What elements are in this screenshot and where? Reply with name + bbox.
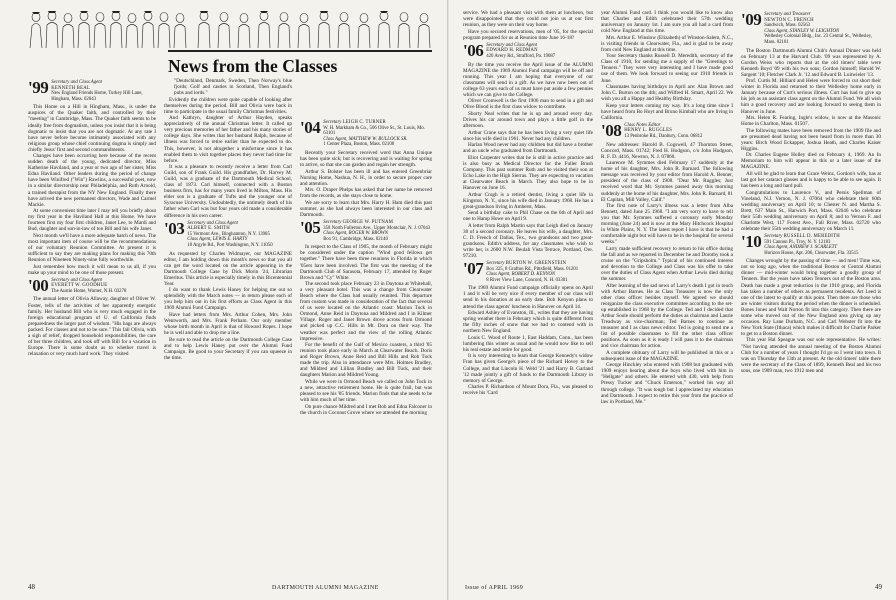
class-role: Secretary	[323, 120, 342, 125]
class-officer-name: NEWTON C. FRENCH	[764, 17, 814, 23]
class-agent-address: 8 River View Lane, Concord, N. H. 03301	[486, 277, 568, 283]
class-year: '00	[28, 275, 49, 295]
paragraph: Just remember how much it will mean to us all, if you make up your mind to be one of those present.	[28, 263, 156, 276]
class-role: Class Notes Editor	[624, 122, 661, 128]
class-agent: Class Agent, ROGER W. BROWN	[323, 231, 388, 237]
paragraph: Congratulations to Laurence V., and Persis Spellman of Vineland, N.J. Vernon, N. J. 07064 who celebrate their 60th wedding anniversary on April 10; to Chester N. and Martha S. Brett, 637 Main St., Harwich Port, Mass. 02646 who celebrate their 55th wedding anniversary on April 8; and to Vernon F. and Charlotte West, 117 Forest Ave., Fall River, Mass. 02720 who celebrate their 55th wedding anniversary on March 11.	[741, 189, 881, 232]
class-header-1910	[741, 231, 881, 256]
class-header-1899	[28, 80, 156, 102]
paragraph: As requested by Charles Widmayer, our MAGAZINE editor, I am holding down this month's news so that you all can get the word located on the article appearing in the Dartmouth College Case by Dick Morin '24, Librarian Emeritus. This article is especially timely in this Bicentennial Year.	[164, 250, 292, 287]
paragraph: Arthur S. Bolster has been ill and has entered Greenbriar Nursing Home, Nashua, N. H., in order to secure proper care and attention.	[300, 168, 432, 187]
class-officer-address: Box 325, 8 Grafton Rd., Pittsfield, Mass. 01201	[486, 266, 579, 272]
right-column-2	[601, 10, 733, 554]
masthead-illustration	[28, 8, 432, 48]
left-column-1	[28, 78, 156, 554]
paragraph: Mrs. O. Draper Phelps has asked that her name be removed from the records, as she stays close to home.	[300, 187, 432, 200]
paragraph: The second took place February 23 in Daytona at Whitehall, a very pleasant hotel. This was a change from Clearwater Beach where the Class had usually reunited. This departure from custom was made in consideration of the fact that several of us were located on the Atlantic coast: Marion Tuck in Ormond, Anne Reid in Daytona and Mildred and I in Kilmer Village. Roger and Janet Brown drove across from Ormond and picked up C.C. Hills in Mt. Dora on their way. The weather was perfect and the view of the rolling Atlantic impressive.	[300, 281, 432, 342]
class-year: '10	[741, 231, 762, 251]
class-agent-address: Horizon House, Apt. 206, Clearwater, Fla. 33515	[764, 250, 859, 256]
paragraph: Arthur Crane says that he has been living a very quiet life since his wife died in 1961. Never had any children.	[463, 129, 593, 142]
paragraph: Mrs. Helen R. Fearing, Ingle's widow, is now at the Masonic Home in Charlton, Mass. 01507.	[741, 115, 881, 128]
class-officer-address: New England Friends Home, Turkey Hill Lane, Hingham, Mass. 02043	[51, 91, 143, 102]
class-role: Secretary	[323, 219, 342, 225]
class-header-1904	[300, 120, 432, 148]
class-header-1908	[601, 120, 733, 140]
paragraph: The 1969 Alumni Fund campaign officially opens on April 1 and it will be very nice if every member of our class will send in his donation at an early date. Bob Kenyon plans to attend the class agents' luncheon in Hanover on April 14.	[463, 285, 593, 310]
right-column-1	[463, 10, 593, 554]
class-officer-name: GEORGE W. PUTNAM	[342, 219, 394, 225]
paragraph: Charles P. Richardson of Mount Dora, Fla., was pleased to receive his 'Card	[463, 384, 593, 397]
paragraph: Dr. Charles Eugene Holley died on February 4, 1969. An In Memoriam to him will appear in this or a later issue of the MAGAZINE.	[741, 152, 881, 171]
class-header-1907	[463, 261, 593, 283]
paragraph: For the benefit of the Gulf of Mexico coasters, a third '05 reunion took place early in March at Clearwater Beach. Doris and Roger Brown, Anne Reid and Bill Hills and Rob Tuck made the trip. Also in attendance were Mrs. Holmes Bradley, and Mildred and Lillian Bradley and Bill Tuck, and their daughters Marion and Mildred Young.	[300, 342, 432, 379]
class-year: '07	[463, 259, 484, 279]
paragraph: Recently your Secretary received word that Anna Unique has been quite sick; but is recovering and is waiting for spring to arrive, so that she can garden and regain her strength.	[300, 149, 432, 169]
left-column-3	[300, 118, 432, 554]
class-role: Secretary and Class Agent	[486, 42, 537, 48]
paragraph: Keep your letters coming my way. It's a long time since I have heard from Bo Hoyt and Bruno Kimball who are living in California.	[601, 102, 733, 121]
class-role: Secretary	[486, 261, 505, 267]
paragraph: The following mates have been removed from the 1909 file and are presumed dead having not been heard from in more than 30 years: Birch Wood Eckapper, Joshua Heath, and Charles Kaiser Higgins.	[741, 127, 881, 152]
page-number-left: 48	[28, 583, 35, 591]
paragraph: This Home on a Hill in Hingham, Mass., is under the auspices of the Quaker faith, and controlled by their "meeting" in Cambridge, Mass. The Quaker faith seems to be ideally free from dogmatism, unless you insist that it is being dogmatic to insist that you are not dogmatic. At any rate I have never before become intimately associated with any religious group whose chief continuing dogma is simply and chiefly Jesus' first and second commandments.	[28, 104, 156, 153]
class-header-1906	[463, 40, 593, 60]
paragraph: Larry made sufficient recovery to return to his office during the fall and as we reported in December he and Dorothy took a cruise on the "Gripsholm." Typical of his continued interest and devotion to the College and Class was his offer to take over the duties of Class Agent when Arthur Lewis died during the summer.	[601, 245, 733, 283]
class-officer-address: The Austin Home, Warner, N.H. 03278	[51, 288, 127, 294]
class-year: '05	[300, 217, 321, 237]
paragraph: Classmates having birthdays in April are: Alan Brown and John C. Burton on the 4th; and Wilfred H. Smart, April 22. We wish you all a Happy and Healthy Birthday.	[601, 84, 733, 103]
paragraph: Louis C. Wood of Route 1, East Haddam, Conn., has been lumbering this winter as usual and he would now like to sell his real estate and retire for good.	[463, 334, 593, 353]
class-officer-name: KENNETH BEAL	[51, 85, 91, 91]
paragraph: Be sure to read the article on the Dartmouth College Case and to help Lewis Haney put over the Alumni Fund Campaign. Be good to your Secretary if you can squeeze in the time.	[164, 336, 292, 361]
paragraph: Laurence M. Symmes died February 17 suddenly at the home of his daughter, Mrs. John R. Barnard. The following message was received by your editor from Harold A. Benner, president of the class of 1908. "Dear Mr. Ruggles; Just received word that Mr. Symmes passed away this morning suddenly at the home of his daughter, Mrs. John R. Barnard, 81 El Capitan, Mill Valley, Calif."	[601, 160, 733, 203]
paragraph: year Alumni Fund card. I think you would like to know also that Charles and Edith celebrated their 57th wedding anniversary on January 1st. I am sure you all had a card from cold New England at this time.	[601, 10, 733, 35]
paragraph: The annual letter of Olivia Allaway, daughter of Oliver W. Foster, tells of the activities of her apparently energetic family. Her husband Bill who is very much engaged in the foreign educational program of U. of California finds preparedness the larger part of wisdom. "His bags are always packed. For classes and not to be sure." This fall Olivia, with a sigh of relief, dropped household responsibilities, the care of her three children, and took off with Bill for a vacation in Europe. There is some doubt as to whether travel is relaxation or very much hard work. They visited	[28, 296, 156, 357]
class-agent: Class Agent, ANDREW J. SCARLETT	[764, 245, 838, 251]
page-title: News from the Classes	[168, 56, 338, 76]
paragraph: On pure chance Mildred and I met Bob and Edna Falconer in the church in Coconut Grove where we attended the morning	[300, 403, 432, 416]
page-number-right: 49	[875, 583, 882, 591]
paragraph: Shorty Neal writes that he is up and around every day. Drives his car around town and plays a little golf in the afternoon.	[463, 110, 593, 129]
paragraph: Your Secretary thanks Russell D. Meredith, secretary of the Class of 1910, for sending me a supply of the "Greetings to Tenners." They were very interesting and I have made good use of them. We look forward to seeing our 1910 friends in June.	[601, 53, 733, 84]
footer-issue: Issue of APRIL 1969	[465, 585, 524, 591]
class-officer-address: 591 Cannon Pl., Troy, N. Y. 12183	[764, 239, 831, 245]
class-officer-address: Sandwich, Mass. 02563	[764, 23, 811, 29]
left-column-2	[164, 78, 292, 554]
paragraph: Changes have been occurring here because of the recent sudden death of the young, dedicated director, Miss Katherine Haviland, and a year or two ago of her sister, Miss Edna Haviland. Other leaders during the period of change have been Winifred ("Win") Rawlins, a successful poet, now in a similar directorship near Philadelphia, and Ruth Arnold, a trained therapist from the NY New England. Finally there have arrived the new permanent directors, Wade and Carmel Mackie.	[28, 153, 156, 208]
paragraph: Send a birthday cake to Phil Chase on the 6th of April and one to Hamp Howe on April 9.	[463, 210, 593, 223]
class-year: '06	[463, 40, 484, 60]
paragraph: Changes wrought by the passing of time — and men! Time was, not so long ago, when the traditional Boston or Central Alumni dinner — mid-winter would bring together a goodly group of Tenners. But the years have taken Tenners out of the Boston area. Death has made a great reduction in the 1910 group, and Florida has taken a number of others as permanent residents. Art Leed is one of the latest to qualify at this point. Then there are those who are winter visitors during the period when the dinner is scheduled. Bones Jones and Walt Norton fit into this category. Then there are some who moved out of the New England area giving up any occasion. Ray Lane Durham, N.C. and Carl Webster fit into the New York State (Ithaca) which makes it difficult for Charlie Parker to get to a Boston dinner.	[741, 258, 881, 337]
class-officer-name: ALBERT E. SMITH	[187, 226, 230, 232]
verse: "Deutschland, Denmark, Sweden, Then Norway's blue fjords; Golf and castles in Scotland, Then England's pubs and lords."	[174, 78, 292, 97]
class-officer-name: BURTON W. GREENSTEIN	[505, 261, 567, 267]
paragraph: Oliver Cromwell is the first 1906 man to send in a gift and Olive Blood is the first class widow to contribute.	[463, 98, 593, 111]
right-column-3	[741, 10, 881, 554]
class-agent-address: 18 Argyle Rd., Port Washington, N.Y. 11050	[187, 242, 273, 248]
paragraph: This year Hal Speague was our sole representative. He writes: "Not having attended the annual meeting of the Boston Alumni Club for a number of years I thought I'd go so I went into town. It was on Thursday the 13th at present. At the old timers' table there were the secretary of the Class of 1899, Kenneth Beal and his two sons, one 1909 man, two 1912 men and	[741, 337, 881, 374]
paragraph: After learning of the sad news of Larry's death I got in touch with Arthur Barnes. He as Class Treasurer is now the only other class officer besides myself. We agreed we should reorganize the class executive committee according to the set-up established in 1968 by the College. Ted and I decided that Arthur Soule should perform the duties as chairman and Laurie Treadway as vice-chairman; Ted Barnes to continue as treasurer and I as class news editor. Ted is going to send me a list of possible classmates to fill the other class officer positions. As soon as it is ready I will pass it to the chairman and vice chairman for action.	[601, 282, 733, 350]
paragraph: It is very interesting to learn that George Kennedy's widow Fran has given George's piece of the Richard Hovey to the College, and that Lincoln H. Weld '21 and Harry B. Garland '12 made jointly a gift of funds to the Dartmouth Library in memory of George.	[463, 353, 593, 384]
class-year: '03	[164, 218, 185, 238]
class-officer-name: RUSSELL D. MEREDITH	[783, 233, 840, 239]
paragraph: In respect to the Class of 1905, the month of February might be considered under the caption "Wind good fellows get together." There have been three reunions in Florida in which '05ers have been involved. The first was the meeting of the Dartmouth Club of Sarasota, February 17, attended by Roger Brown and "Cy" White.	[300, 244, 432, 281]
class-agent-address: 1 Center Plaza, Boston, Mass. 02108	[323, 142, 395, 148]
class-year: '09	[741, 10, 762, 29]
paragraph: The first note of Larry's illness was a letter from Alba Bennett, dated June 25 1968. "I am very sorry to have to tell you that Mr. Symmes suffered a coronary early Monday morning (June 24) and is now at the Mary Hitchcock Hospital in White Plains, N. Y. The latest report I have is that he had a comfortable night but will have to be in the hospital for several weeks."	[601, 203, 733, 246]
class-officer-name: EVERETT W. GOODHUE	[51, 283, 108, 289]
class-role: Secretary	[764, 233, 783, 239]
class-year: '04	[300, 118, 321, 137]
class-year: '08	[601, 120, 622, 140]
paragraph: While we were in Ormond Beach we called on John Tuck in a new, attractive retirement home. He is quite frail, but was pleased to see his '05 friends. Marion finds that she needs to be with him much of her time.	[300, 378, 432, 404]
paragraph: Eliot Carpenter writes that he is still in active practice and is also busy as Medical Director for the Fuller Brush Company. This past summer Ruth and he visited their son at Echo Lake in the High Sierras. They are expecting to vacation at Clearwater Beach in March. They also hope to be in Hanover on June 16.	[463, 154, 593, 191]
class-header-1903	[164, 218, 292, 249]
class-agent: Class Agent, LEWIS E. HARTY	[187, 237, 248, 243]
paragraph: By the time you receive the April issue of the ALUMNI MAGAZINE the 1969 Alumni Fund campaign will be off and running. This year I am hoping that everyone of our classmates will send in a gift. As we have now been out of college 63 years each of us must have put aside a few pennies which we can give to the College.	[463, 61, 593, 98]
paragraph: And Kathryn, daughter of Arthur Hayden, speaks appreciatively of the annual Christmas letter. It called up very precious memories of her father and his many stories of college days. She writes that her husband Ralph, because of illness was forced to retire earlier than he expected to do. This, however, is not altogether a misfortune since it has enabled them to visit together places they never had time for before.	[164, 115, 292, 164]
paragraph: I do want to thank Lewis Haney for helping me out so splendidly with the March notes — in return please each of you help him out in his first efforts as Class Agent in this 1969 Alumni Fund Campaign.	[164, 287, 292, 312]
paragraph: Arthur Crugh is a retired dentist, living a quiet life in Kingston, N. Y., since his wife died in January 1968. He has a great-grandson living in Amherst, Mass.	[463, 191, 593, 210]
class-role: Secretary and Class Agent	[51, 80, 102, 85]
paragraph: Evidently the children were quite capable of looking after themselves during the period. Bill and Olivia were back in time to participate in the usual family Christmas festivities.	[164, 96, 292, 115]
right-page	[448, 0, 896, 600]
paragraph: The Boston Dartmouth Alumni Club's Annual Dinner was held on February 13 at the Harvard Club. '09 was represented by A. Gordon Weiss who reports that at the old timers' table were Kenneth Boyd '09 with his two sons; Gordon himself; Harold W. Sargent '10; Fletcher Clark Jr. '12 and Edward B. Luitwieler '13.	[741, 47, 881, 78]
paragraph: We are sorry to learn that Mrs. Harry H. Ham died this past summer, as she had always been interested in our class and Dartmouth.	[300, 199, 432, 218]
paragraph: Prof. Curtis M. Hilliard and Helen were forced to cut short their winter in Florida and returned to their Wellesley home early in January because of Curt's serious illness. Curt has had to give up his job as an assistant class agent on the Alumni Fund. We all wish him a good recovery and are looking forward to seeing them in Hanover in June.	[741, 78, 881, 115]
class-role: Secretary and Treasurer	[764, 12, 811, 17]
class-officer-name: LEIGH C. TURNER	[342, 120, 386, 125]
class-agent: Class Agent, ROBERT D. KENYON	[486, 272, 556, 278]
class-header-1909	[741, 12, 881, 46]
class-officer-address: 358 North Fullerton Ave., Upper Montclair, N. J. 07043	[323, 225, 431, 231]
title-rule	[168, 50, 432, 52]
paragraph: A letter from Ralph Martin says that Leigh died on January 30 of a second coronary. He leaves his wife, a daughter, Mrs. C. D. French of Dallas, Tex., two grandsons and two great-grandsons. Edith's address, for any classmates who wish to write her, is 2600 N.W. Beulah Vista Terrace, Portland, Ore. 97210.	[463, 222, 593, 259]
class-agent-address: Wellesley Colonial Bldg., Inc. 23 Central St., Wellesley, Mass. 02181	[764, 34, 872, 45]
paragraph: Edward Ashley of Evanston, Ill., writes that they are having spring weather there in February which is quite different from the fifty inches of snow that we had to contend with in northern New England.	[463, 310, 593, 335]
paragraph: Harlan Wood never had any children but did have a brother and an uncle who graduated from Dartmouth.	[463, 142, 593, 155]
class-header-1905	[300, 217, 432, 242]
class-officer-address: W. H. Markham & Co., 506 Olive St., St. Louis, Mo. 63101	[323, 125, 425, 137]
class-officer-name: HENRY L. RUGGLES	[624, 128, 673, 134]
footer-magazine: DARTMOUTH ALUMNI MAGAZINE	[272, 585, 379, 591]
class-role: Secretary and Class Agent	[187, 220, 238, 226]
class-agent: Class Agent, MATTHEW W. BULLOCK SR.	[323, 136, 408, 142]
class-officer-name: EDWARD H. REDMAN	[486, 48, 538, 54]
class-officer-address: 15 Vermont Ave., Binghamton, N.Y. 13905	[187, 231, 270, 237]
paragraph: At some convenient time later I may tell you briefly about my first year in the Haviland Hall at this Home. We have fourteen first my four first children, Janet Lee, to Mardi and Bud, daughter and son-in-law of ton Bill and his wife Janet.	[28, 208, 156, 233]
paragraph: A complete obituary of Larry will be published in this or a subsequent issue of the MAGAZINE.	[601, 349, 733, 362]
class-year: '99	[28, 78, 49, 97]
paragraph: Next month we'll have a more adequate batch of news. The most important item of course will be the recommendations of our voluntary Reunion Committee. At present it is sufficient to say they are making plans for making this 70th Reunion of Nineteen Ninety-nine fully worthwhile.	[28, 232, 156, 264]
class-header-1900	[28, 275, 156, 295]
paragraph: Have had letters from Mrs. Arthur Cohen, Mrs. John Wentworth, and Mrs. Frank Perham. Our only member whose birth month in April is that of Howard Ropes. I hope he is well and able to drop me a line.	[164, 312, 292, 337]
paragraph: George Hinckley who entered with 1908 but graduated with 1909 enjoys hearing about the boys who lived with him in "Hellgate" and others. He entered with 430, with help from Pressy Tucker and "Chuck Emerson," worked his way all through college. "It was tough but I appreciated my education and Dartmouth. I expect to retire this year from the practice of law in Portland, Me."	[601, 362, 733, 405]
class-role: Secretary and Class Agent	[51, 277, 102, 283]
class-agent: Class Agent, STANLEY W. LEIGHTON	[764, 28, 840, 34]
paragraph: Mrs. Arthur E. Winslow (Elizabeth) of Winston-Salem, N.C., is visiting friends in Clearwater, Fla., and is glad to be away from cold New England at this time.	[601, 34, 733, 53]
class-officer-address: 420 Avery Rd., Strafford, Pa. 19087	[486, 53, 556, 59]
paragraph: Have you secured reservations, men of '05, for the special program prepared for us at Reunion time June 16-18?	[463, 28, 593, 41]
class-officer-address: 13 Penbroke Rd., Danbury, Conn. 06812	[624, 134, 703, 140]
paragraph: New addresses: Harold B. Cogswell, 47 Thornton Street, Concord, Mass. 01742; Fred H. Hodgson, c/o John Hodgson, R. F. D. 4416, Newton, N. J. 07860.	[601, 141, 733, 160]
paragraph: All will be glad to learn that Grace Weinz, Gordon's wife, has at last got her cataract glasses and is happy to be able to see again. It has been a long and hard pull.	[741, 171, 881, 190]
paragraph: service. We had a pleasant visit with them at luncheon, but were disappointed that they could not join us at our first reunion, as they were on their way home.	[463, 10, 593, 29]
class-agent-address: Box 91, Cambridge, Mass. 02140	[323, 236, 388, 242]
paragraph: It was a pleasure to recently receive a letter from Carl Guild, son of Frank Guild. His grandfather, Dr. Harvey M. Guild, was a graduate of the Dartmouth Medical School, class of 1873. Carl himself, connected with a Boston business firm, has for many years lived in Milton, Mass. His elder son is a graduate of Tufts and the younger one of Syracuse University. Undoubtedly, the untimely death of his father when Carl was but four years old made a considerable difference in his own career.	[164, 164, 292, 219]
